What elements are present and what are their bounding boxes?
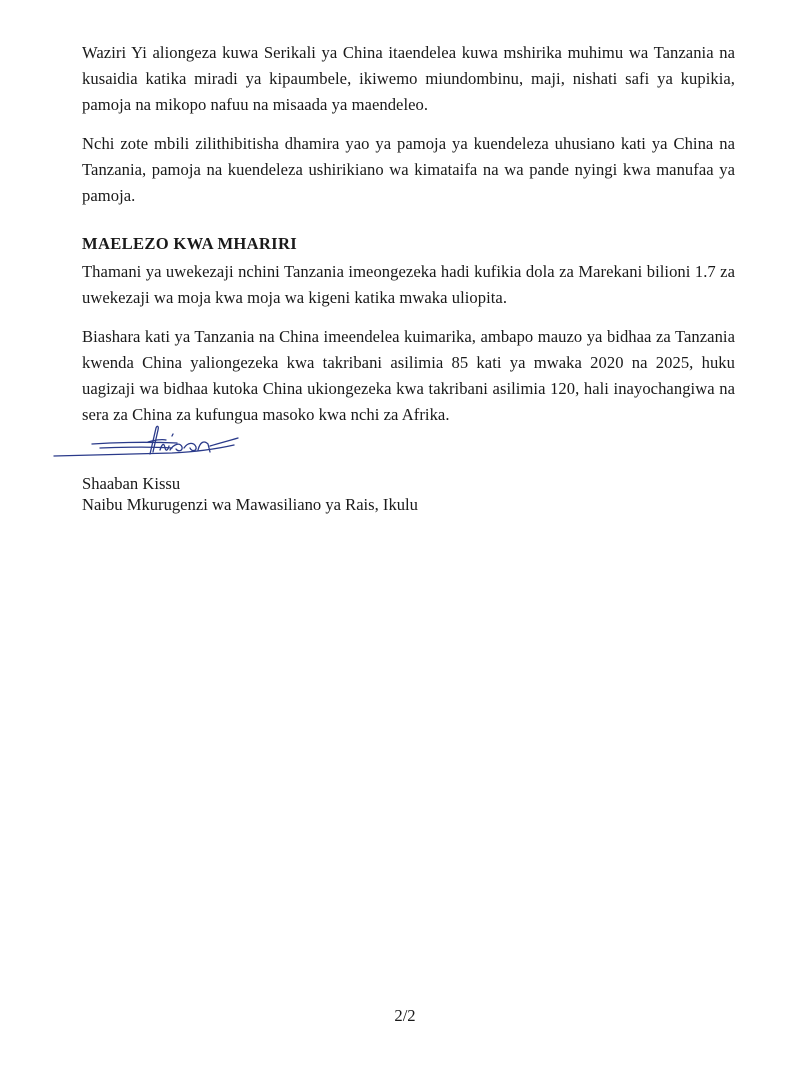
handwritten-signature	[52, 420, 242, 470]
body-paragraph: Nchi zote mbili zilithibitisha dhamira yao ya pamoja ya kuendeleza uhusiano kati ya China na Tanzania, pamoja na kuendeleza ushirikiano wa kimataifa na wa pande nyingi kwa manufaa ya pamoja.	[82, 134, 735, 205]
editor-note-heading: MAELEZO KWA MHARIRI	[82, 234, 297, 253]
editor-note-paragraph: Thamani ya uwekezaji nchini Tanzania imeongezeka hadi kufikia dola za Marekani bilioni 1.7 za uwekezaji wa moja kwa moja wa kigeni katika mwaka uliopita.	[82, 262, 735, 307]
signatory-name: Shaaban Kissu	[82, 474, 181, 493]
editor-note-paragraph: Biashara kati ya Tanzania na China imeendelea kuimarika, ambapo mauzo ya bidhaa za Tanzania kwenda China yaliongezeka kwa takribani asilimia 85 kati ya mwaka 2020 na 2025, huku uagizaji wa bidhaa kutoka China ukiongezeka kwa takribani asilimia 120, hali inayochangiwa na sera za China za kufungua masoko kwa nchi za Afrika.	[82, 327, 735, 424]
document-body	[82, 40, 735, 428]
signatory-title: Naibu Mkurugenzi wa Mawasiliano ya Rais, Ikulu	[82, 495, 418, 514]
body-paragraph: Waziri Yi aliongeza kuwa Serikali ya China itaendelea kuwa mshirika muhimu wa Tanzania na kusaidia katika miradi ya kipaumbele, ikiwemo miundombinu, maji, nishati safi ya kupikia, pamoja na mikopo nafuu na misaada ya maendeleo.	[82, 43, 735, 114]
page-number: 2/2	[394, 1006, 416, 1025]
